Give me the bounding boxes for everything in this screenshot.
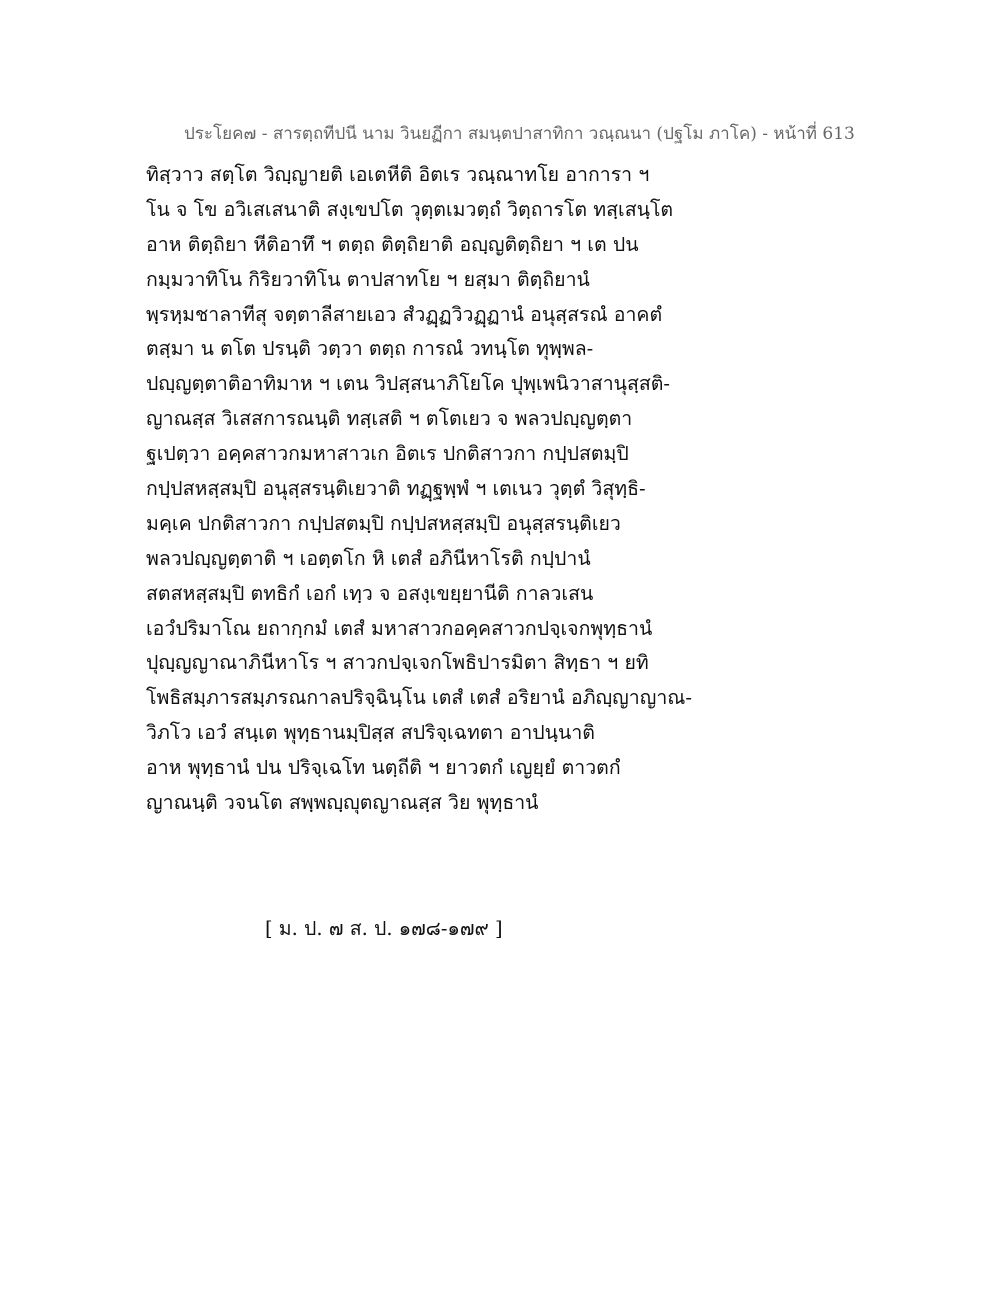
body-line: ปญฺญตฺตาติอาทิมาห ฯ เตน วิปสฺสนาภิโยโค ปุพฺเพนิวาสานุสฺสติ- — [146, 372, 671, 396]
body-line: ทิสฺวาว สตฺโต วิญฺญายติ เอเตหีติ อิตเร วณฺณาทโย อาการา ฯ — [146, 163, 650, 186]
body-line: ปุญฺญญาณาภินีหาโร ฯ สาวกปจฺเจกโพธิปารมิตา สิทฺธา ฯ ยทิ — [146, 651, 649, 675]
body-line: ฐเปตฺวา อคฺคสาวกมหาสาวเก อิตเร ปกติสาวกา กปฺปสตมฺปิ — [146, 442, 629, 466]
body-text — [146, 158, 976, 821]
body-line: กมฺมวาทิโน กิริยวาทิโน ตาปสาทโย ฯ ยสฺมา ติตฺถิยานํ — [146, 267, 590, 291]
body-line: สตสหสฺสมฺปิ ตทธิกํ เอกํ เทฺว จ อสงฺเขยฺยานีติ กาลวเสน — [146, 581, 594, 605]
body-line: โพธิสมฺภารสมฺภรณกาลปริจฺฉินฺโน เตสํ เตสํ อริยานํ อภิญฺญาญาณ- — [146, 686, 692, 710]
body-line: ญาณนฺติ วจนโต สพฺพญฺญุตญาณสฺส วิย พุทฺธานํ — [146, 791, 539, 815]
body-line: กปฺปสหสฺสมฺปิ อนุสฺสรนฺติเยวาติ ทฏฺฐพฺพํ ฯ เตเนว วุตฺตํ วิสุทฺธิ- — [146, 477, 646, 501]
body-line: อาห พุทฺธานํ ปน ปริจฺเฉโท นตฺถีติ ฯ ยาวตกํ เญยฺยํ ตาวตกํ — [146, 756, 621, 780]
body-line: เอวํปริมาโณ ยถากฺกมํ เตสํ มหาสาวกอคฺคสาวกปจฺเจกพุทฺธานํ — [146, 616, 653, 640]
body-line: ตสฺมา น ตโต ปรนฺติ วตฺวา ตตฺถ การณํ วทนฺโต ทุพฺพล- — [146, 337, 594, 361]
body-line: พลวปญฺญตฺตาติ ฯ เอตฺตโก หิ เตสํ อภินีหาโรติ กปฺปานํ — [146, 546, 591, 570]
running-header: ประโยค๗ - สารตฺถทีปนี นาม วินยฏีกา สมนฺตปาสาทิกา วณฺณนา (ปฐโม ภาโค) - หน้าที่ 613 — [184, 124, 855, 144]
citation-reference: [ ม. ป. ๗ ส. ป. ๑๗๘-๑๗๙ ] — [265, 917, 503, 940]
body-line: มคฺเค ปกติสาวกา กปฺปสตมฺปิ กปฺปสหสฺสมฺปิ อนุสฺสรนฺติเยว — [146, 511, 621, 535]
body-line: พฺรหฺมชาลาทีสุ จตฺตาลีสายเอว สํวฏฺฏวิวฏฺฏานํ อนุสฺสรณํ อาคตํ — [146, 302, 663, 326]
body-line: ญาณสฺส วิเสสการณนฺติ ทสฺเสติ ฯ ตโตเยว จ พลวปญฺญตฺตา — [146, 407, 633, 431]
body-line: โน จ โข อวิเสเสนาติ สงฺเขปโต วุตฺตเมวตฺถํ วิตฺถารโต ทสฺเสนฺโต — [146, 197, 674, 221]
body-line: อาห ติตฺถิยา หีติอาทึ ฯ ตตฺถ ติตฺถิยาติ อญฺญติตฺถิยา ฯ เต ปน — [146, 232, 639, 256]
body-line: วิภโว เอวํ สนฺเต พุทฺธานมฺปิสฺส สปริจฺเฉทตา อาปนฺนาติ — [146, 721, 595, 745]
